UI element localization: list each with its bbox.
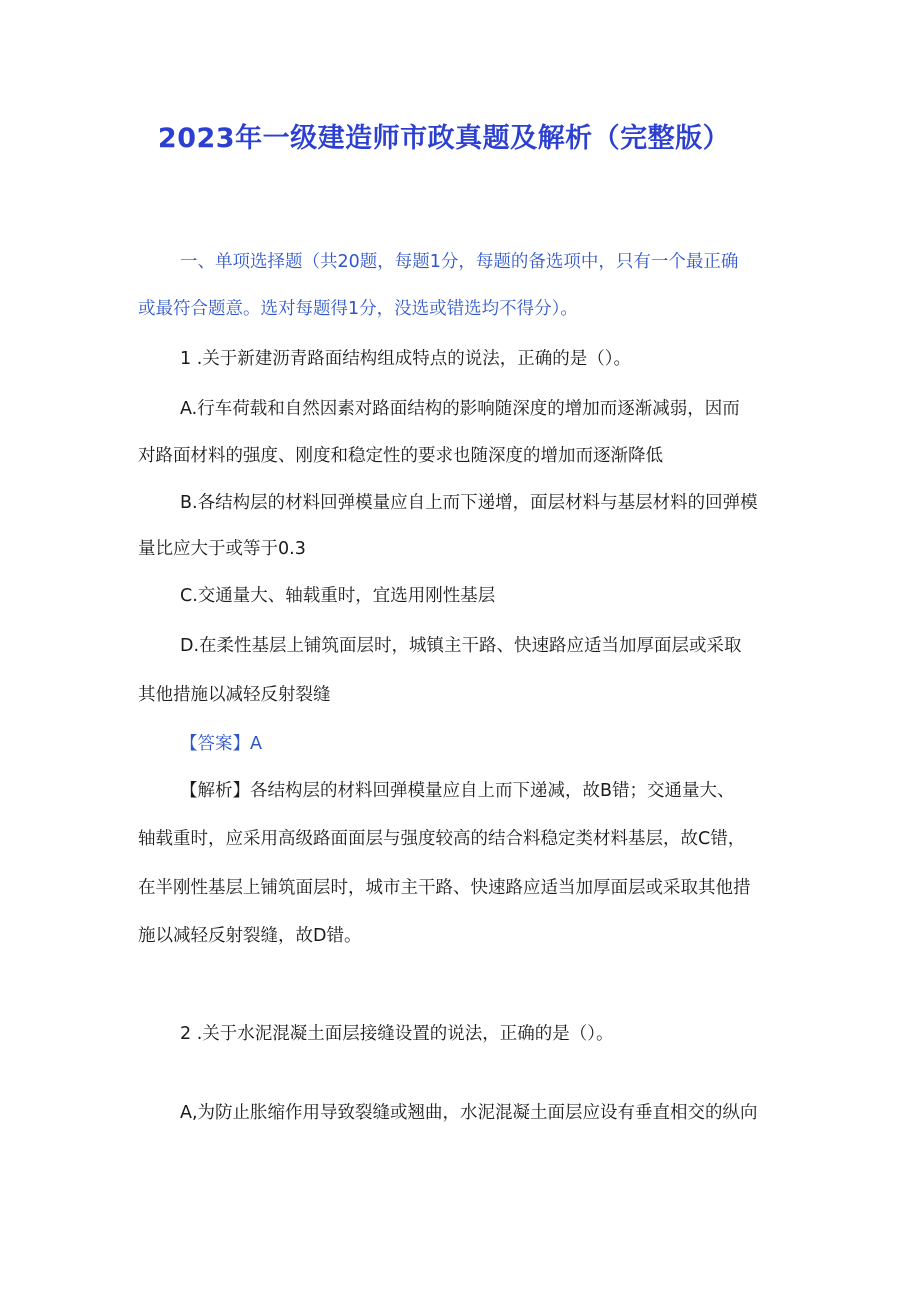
question-2-stem: 2 .关于水泥混凝土面层接缝设置的说法，正确的是（）。 (180, 1024, 614, 1044)
q1-option-d-line-1: D.在柔性基层上铺筑面层时，城镇主干路、快速路应适当加厚面层或采取 (180, 636, 742, 656)
q1-analysis-line-2: 轴载重时，应采用高级路面面层与强度较高的结合料稳定类材料基层，故C错， (138, 829, 746, 849)
q1-option-b-line-1: B.各结构层的材料回弹模量应自上而下递增，面层材料与基层材料的回弹模 (180, 493, 758, 513)
q1-analysis-line-4: 施以减轻反射裂缝，故D错。 (138, 926, 362, 946)
q1-option-a-line-1: A.行车荷载和自然因素对路面结构的影响随深度的增加而逐渐减弱，因而 (180, 399, 740, 419)
answer-tag: 【答案】 (180, 734, 250, 754)
q1-option-b-line-2: 量比应大于或等于0.3 (138, 539, 306, 559)
q1-analysis-line-3: 在半刚性基层上铺筑面层时，城市主干路、快速路应适当加厚面层或采取其他措 (138, 878, 751, 898)
section-intro-line-2: 或最符合题意。选对每题得1分，没选或错选均不得分）。 (138, 299, 578, 319)
q1-answer (180, 732, 262, 756)
q1-option-c: C.交通量大、轴载重时，宜选用刚性基层 (180, 586, 496, 606)
question-1-stem: 1 .关于新建沥青路面结构组成特点的说法，正确的是（）。 (180, 349, 632, 369)
q1-option-d-line-2: 其他措施以减轻反射裂缝 (138, 685, 331, 705)
section-intro-line-1: 一、单项选择题（共20题，每题1分，每题的备选项中，只有一个最正确 (180, 252, 739, 272)
q2-option-a-line-1: A,为防止胀缩作用导致裂缝或翘曲，水泥混凝土面层应设有垂直相交的纵向 (180, 1103, 758, 1123)
q1-analysis-line-1: 【解析】各结构层的材料回弹模量应自上而下递减，故B错；交通量大、 (180, 781, 735, 801)
q1-option-a-line-2: 对路面材料的强度、刚度和稳定性的要求也随深度的增加而逐渐降低 (138, 446, 663, 466)
document-title: 2023年一级建造师市政真题及解析（完整版） (157, 123, 731, 154)
answer-value: A (250, 734, 262, 754)
